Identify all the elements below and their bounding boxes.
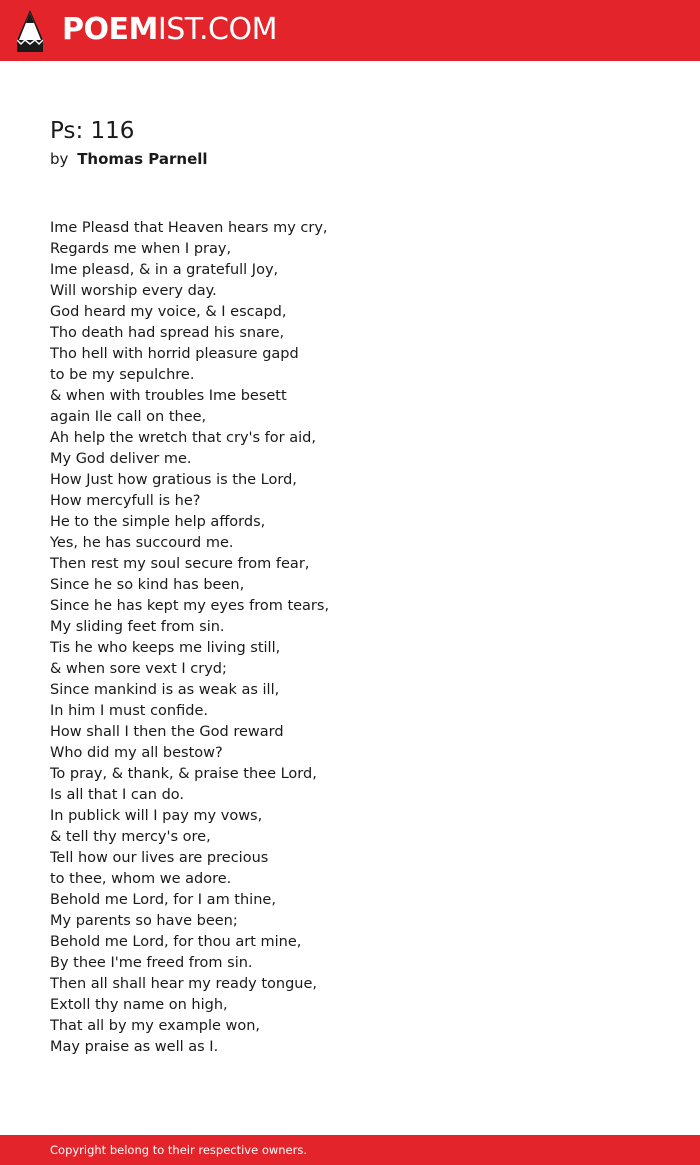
poem-line: That all by my example won, [50,1018,261,1034]
poem-line: again Ile call on thee, [50,409,207,425]
poem-line: to thee, whom we adore. [50,871,232,887]
poem-line: May praise as well as I. [50,1039,219,1055]
poem-line: To pray, & thank, & praise thee Lord, [50,766,317,782]
poem-line: & when sore vext I cryd; [50,661,227,677]
poem-line: Yes, he has succourd me. [50,535,234,551]
poem-line: Behold me Lord, for I am thine, [50,892,276,908]
poem-line: Ime Pleasd that Heaven hears my cry, [50,220,328,236]
by-label: by [50,150,69,168]
poem-line: Is all that I can do. [50,787,185,803]
poem-line: How shall I then the God reward [50,724,284,740]
poem-line: How Just how gratious is the Lord, [50,472,297,488]
poem-line: In him I must confide. [50,703,208,719]
poem-line: By thee I'me freed from sin. [50,955,253,971]
poem-line: Since he so kind has been, [50,577,245,593]
poem-line: My God deliver me. [50,451,192,467]
poem-line: In publick will I pay my vows, [50,808,263,824]
site-logo[interactable] [62,12,277,48]
poem-line: Regards me when I pray, [50,241,232,257]
poem-line: Then rest my soul secure from fear, [50,556,310,572]
logo-bold-text: POEM [62,12,158,47]
copyright-text: Copyright belong to their respective owners. [50,1143,308,1157]
poem-line: & tell thy mercy's ore, [50,829,211,845]
poem-line: Ime pleasd, & in a gratefull Joy, [50,262,279,278]
poem-line: Who did my all bestow? [50,745,223,761]
poem-line: Extoll thy name on high, [50,997,228,1013]
poem-title: Ps: 116 [50,118,135,144]
poem-line: My parents so have been; [50,913,238,929]
poem-line: Ah help the wretch that cry's for aid, [50,430,316,446]
poem-line: He to the simple help affords, [50,514,266,530]
poem-line: & when with troubles Ime besett [50,388,287,404]
poem-line: Tho hell with horrid pleasure gapd [50,346,299,362]
byline [50,148,208,170]
author-name: Thomas Parnell [77,150,208,168]
poem-line: How mercyfull is he? [50,493,201,509]
poem-line: to be my sepulchre. [50,367,195,383]
poem-line: Behold me Lord, for thou art mine, [50,934,302,950]
poem-line: My sliding feet from sin. [50,619,225,635]
poem-line: Tis he who keeps me living still, [50,640,281,656]
poem-line: Since he has kept my eyes from tears, [50,598,330,614]
poem-line: Then all shall hear my ready tongue, [50,976,318,992]
poem-line: Tell how our lives are precious [50,850,269,866]
site-footer [0,1135,700,1165]
logo-light-text: IST.COM [157,12,277,47]
poem-line: God heard my voice, & I escapd, [50,304,287,320]
poem-line: Since mankind is as weak as ill, [50,682,280,698]
poem-line: Tho death had spread his snare, [50,325,285,341]
poem-line: Will worship every day. [50,283,217,299]
site-header [0,0,700,61]
poem-body [50,218,650,1058]
pencil-icon[interactable] [17,10,43,52]
